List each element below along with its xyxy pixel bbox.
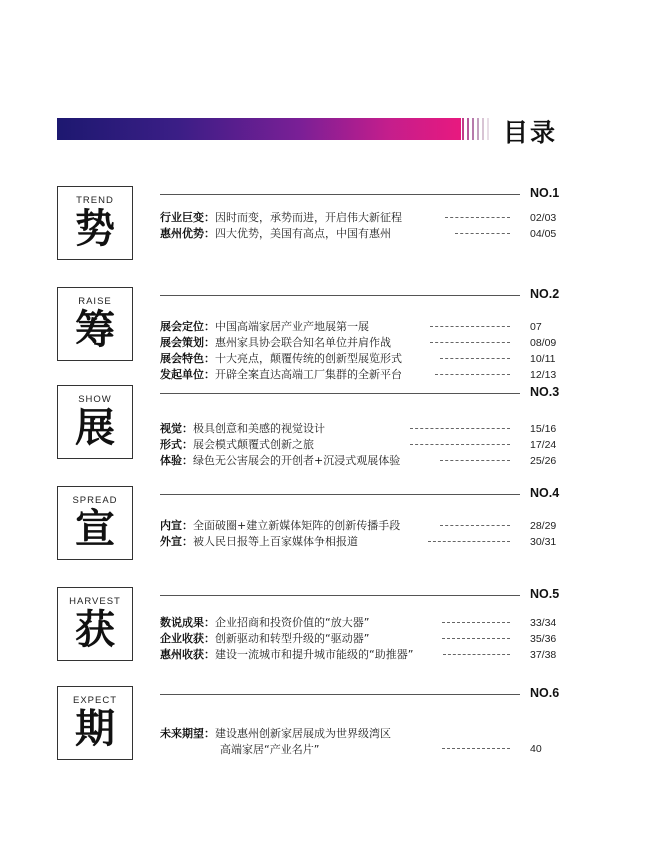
dotted-leader	[440, 460, 510, 461]
section-badge	[57, 486, 133, 560]
entry-label: 外宣：	[160, 535, 193, 548]
section-chinese-character: 获	[75, 607, 115, 653]
section-divider	[160, 595, 520, 596]
dotted-leader	[440, 358, 510, 359]
section-badge	[57, 186, 133, 260]
page-number: 17/24	[530, 439, 557, 451]
toc-entry[interactable]	[160, 226, 580, 242]
page-number: 40	[530, 743, 542, 755]
entry-description: 创新驱动和转型升级的“驱动器”	[215, 632, 370, 645]
toc-entry[interactable]	[160, 631, 580, 647]
toc-entry[interactable]	[160, 518, 580, 534]
entry-label: 未来期望：	[160, 727, 215, 740]
header-stripes	[462, 118, 490, 140]
entry-label: 发起单位：	[160, 368, 215, 381]
dotted-leader	[442, 748, 510, 749]
entry-label: 数说成果：	[160, 616, 215, 629]
entry-description: 全面破圈+建立新媒体矩阵的创新传播手段	[193, 519, 401, 532]
dotted-leader	[455, 233, 510, 234]
page-number: 28/29	[530, 520, 557, 532]
toc-entry[interactable]	[160, 335, 580, 351]
entry-description: 因时而变，承势而进，开启伟大新征程	[215, 211, 402, 224]
page-number: 30/31	[530, 536, 557, 548]
page-number: 33/34	[530, 617, 557, 629]
entry-description: 绿色无公害展会的开创者+沉浸式观展体验	[193, 454, 401, 467]
toc-entry[interactable]	[160, 534, 580, 550]
entry-label: 视觉：	[160, 422, 193, 435]
dotted-leader	[445, 217, 510, 218]
dotted-leader	[410, 444, 510, 445]
page-number: 10/11	[530, 353, 556, 365]
section-number: NO.5	[530, 587, 560, 601]
section-english-label: EXPECT	[72, 695, 117, 706]
section-chinese-character: 宣	[75, 506, 115, 552]
section-divider	[160, 295, 520, 296]
section-english-label: SHOW	[78, 394, 112, 405]
section-number: NO.3	[530, 385, 560, 399]
section-english-label: RAISE	[78, 296, 112, 307]
section-chinese-character: 筹	[75, 307, 115, 353]
entry-description: 惠州家具协会联合知名单位并肩作战	[215, 336, 391, 349]
page-number: 35/36	[530, 633, 557, 645]
entry-description: 展会模式颠覆式创新之旅	[193, 438, 314, 451]
dotted-leader	[442, 622, 510, 623]
entry-label: 展会策划：	[160, 336, 215, 349]
entry-label: 内宣：	[160, 519, 193, 532]
section-badge	[57, 385, 133, 459]
dotted-leader	[443, 654, 510, 655]
dotted-leader	[430, 342, 510, 343]
section-badge	[57, 686, 133, 760]
section-chinese-character: 展	[75, 405, 115, 451]
header-gradient-bar	[57, 118, 461, 140]
entry-description: 中国高端家居产业产地展第一展	[215, 320, 369, 333]
section-chinese-character: 势	[75, 206, 115, 252]
entry-label: 行业巨变：	[160, 211, 215, 224]
toc-entry[interactable]	[160, 421, 580, 437]
toc-entry[interactable]	[160, 319, 580, 335]
toc-entry[interactable]	[160, 453, 580, 469]
page-number: 25/26	[530, 455, 557, 467]
page-number: 02/03	[530, 212, 557, 224]
dotted-leader	[430, 326, 510, 327]
section-english-label: TREND	[76, 195, 114, 206]
entry-label: 展会特色：	[160, 352, 215, 365]
entry-label: 体验：	[160, 454, 193, 467]
page-number: 08/09	[530, 337, 557, 349]
section-number: NO.1	[530, 186, 560, 200]
page-number: 04/05	[530, 228, 557, 240]
entry-description: 极具创意和美感的视觉设计	[193, 422, 325, 435]
section-divider	[160, 393, 520, 394]
toc-entry[interactable]	[160, 367, 580, 383]
section-badge	[57, 287, 133, 361]
page-number: 37/38	[530, 649, 557, 661]
toc-entry[interactable]	[160, 210, 580, 226]
section-english-label: SPREAD	[72, 495, 118, 506]
entry-description: 建设惠州创新家居展成为世界级湾区	[215, 727, 391, 740]
entry-description-line2: 高端家居“产业名片”	[220, 743, 320, 756]
section-badge	[57, 587, 133, 661]
entry-description: 四大优势，美国有高点，中国有惠州	[215, 227, 391, 240]
dotted-leader	[435, 374, 510, 375]
section-divider	[160, 694, 520, 695]
section-chinese-character: 期	[75, 706, 115, 752]
toc-entry[interactable]	[160, 726, 580, 758]
dotted-leader	[410, 428, 510, 429]
entry-description: 十大亮点，颠覆传统的创新型展览形式	[215, 352, 402, 365]
entry-description: 企业招商和投资价值的“放大器”	[215, 616, 370, 629]
section-english-label: HARVEST	[69, 596, 121, 607]
section-number: NO.2	[530, 287, 560, 301]
toc-entry[interactable]	[160, 647, 580, 663]
page-number: 07	[530, 321, 542, 333]
entry-description: 被人民日报等上百家媒体争相报道	[193, 535, 358, 548]
section-number: NO.6	[530, 686, 560, 700]
entry-label: 企业收获：	[160, 632, 215, 645]
section-divider	[160, 494, 520, 495]
section-divider	[160, 194, 520, 195]
page-number: 12/13	[530, 369, 557, 381]
toc-entry[interactable]	[160, 437, 580, 453]
page-number: 15/16	[530, 423, 557, 435]
toc-entry[interactable]	[160, 615, 580, 631]
dotted-leader	[442, 638, 510, 639]
entry-label: 惠州收获：	[160, 648, 215, 661]
entry-label: 形式：	[160, 438, 193, 451]
entry-label: 惠州优势：	[160, 227, 215, 240]
dotted-leader	[428, 541, 510, 542]
page-title: 目录	[503, 118, 558, 147]
entry-label: 展会定位：	[160, 320, 215, 333]
section-number: NO.4	[530, 486, 560, 500]
entry-description: 开辟全案直达高端工厂集群的全新平台	[215, 368, 402, 381]
toc-entry[interactable]	[160, 351, 580, 367]
dotted-leader	[440, 525, 510, 526]
entry-description: 建设一流城市和提升城市能级的“助推器”	[215, 648, 414, 661]
